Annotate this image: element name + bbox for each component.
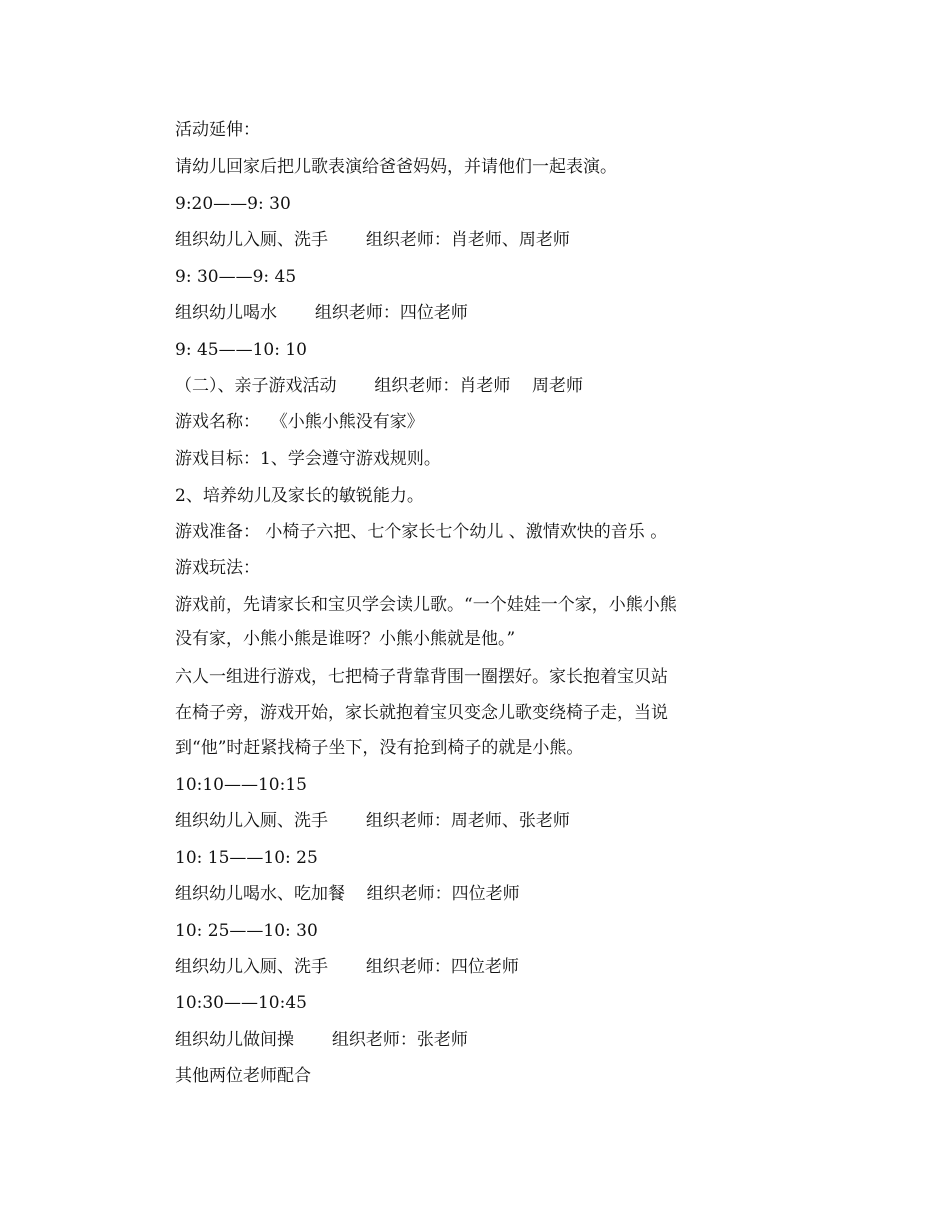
text-line: 到“他”时赶紧找椅子坐下，没有抢到椅子的就是小熊。: [175, 738, 584, 758]
text-line: 2、培养幼儿及家长的敏锐能力。: [175, 486, 424, 506]
text-line: 10: 15——10: 25: [175, 848, 318, 868]
text-line: 9:20——9: 30: [175, 194, 291, 214]
text-line: 10:30——10:45: [175, 993, 307, 1013]
text-line: 游戏目标：1、学会遵守游戏规则。: [175, 449, 441, 469]
text-line: 组织幼儿做间操 组织老师：张老师: [175, 1030, 468, 1050]
text-line: 游戏名称： 《小熊小熊没有家》: [175, 412, 424, 432]
text-line: 组织幼儿入厕、洗手 组织老师：周老师、张老师: [175, 811, 570, 831]
text-line: 组织幼儿入厕、洗手 组织老师：肖老师、周老师: [175, 230, 570, 250]
text-line: 10:10——10:15: [175, 775, 307, 795]
text-line: 在椅子旁，游戏开始，家长就抱着宝贝变念儿歌变绕椅子走，当说: [175, 703, 668, 723]
text-line: 组织幼儿喝水、吃加餐 组织老师：四位老师: [175, 884, 520, 904]
text-line: 组织幼儿入厕、洗手 组织老师：四位老师: [175, 957, 519, 977]
text-line: 9: 45——10: 10: [175, 340, 307, 360]
text-line: 组织幼儿喝水 组织老师：四位老师: [175, 303, 468, 323]
text-line: 六人一组进行游戏，七把椅子背靠背围一圈摆好。家长抱着宝贝站: [175, 667, 668, 687]
text-line: 游戏准备： 小椅子六把、七个家长七个幼儿 、激情欢快的音乐 。: [175, 522, 668, 542]
text-line: 10: 25——10: 30: [175, 921, 318, 941]
text-line: （二）、亲子游戏活动 组织老师：肖老师 周老师: [175, 376, 583, 396]
text-line: 活动延伸：: [175, 120, 260, 140]
text-line: 没有家，小熊小熊是谁呀？小熊小熊就是他。”: [175, 629, 516, 649]
text-line: 9: 30——9: 45: [175, 267, 297, 287]
text-line: 其他两位老师配合: [175, 1066, 311, 1086]
text-line: 请幼儿回家后把儿歌表演给爸爸妈妈，并请他们一起表演。: [175, 157, 617, 177]
text-line: 游戏玩法：: [175, 558, 260, 578]
text-line: 游戏前，先请家长和宝贝学会读儿歌。“一个娃娃一个家，小熊小熊: [175, 595, 677, 615]
